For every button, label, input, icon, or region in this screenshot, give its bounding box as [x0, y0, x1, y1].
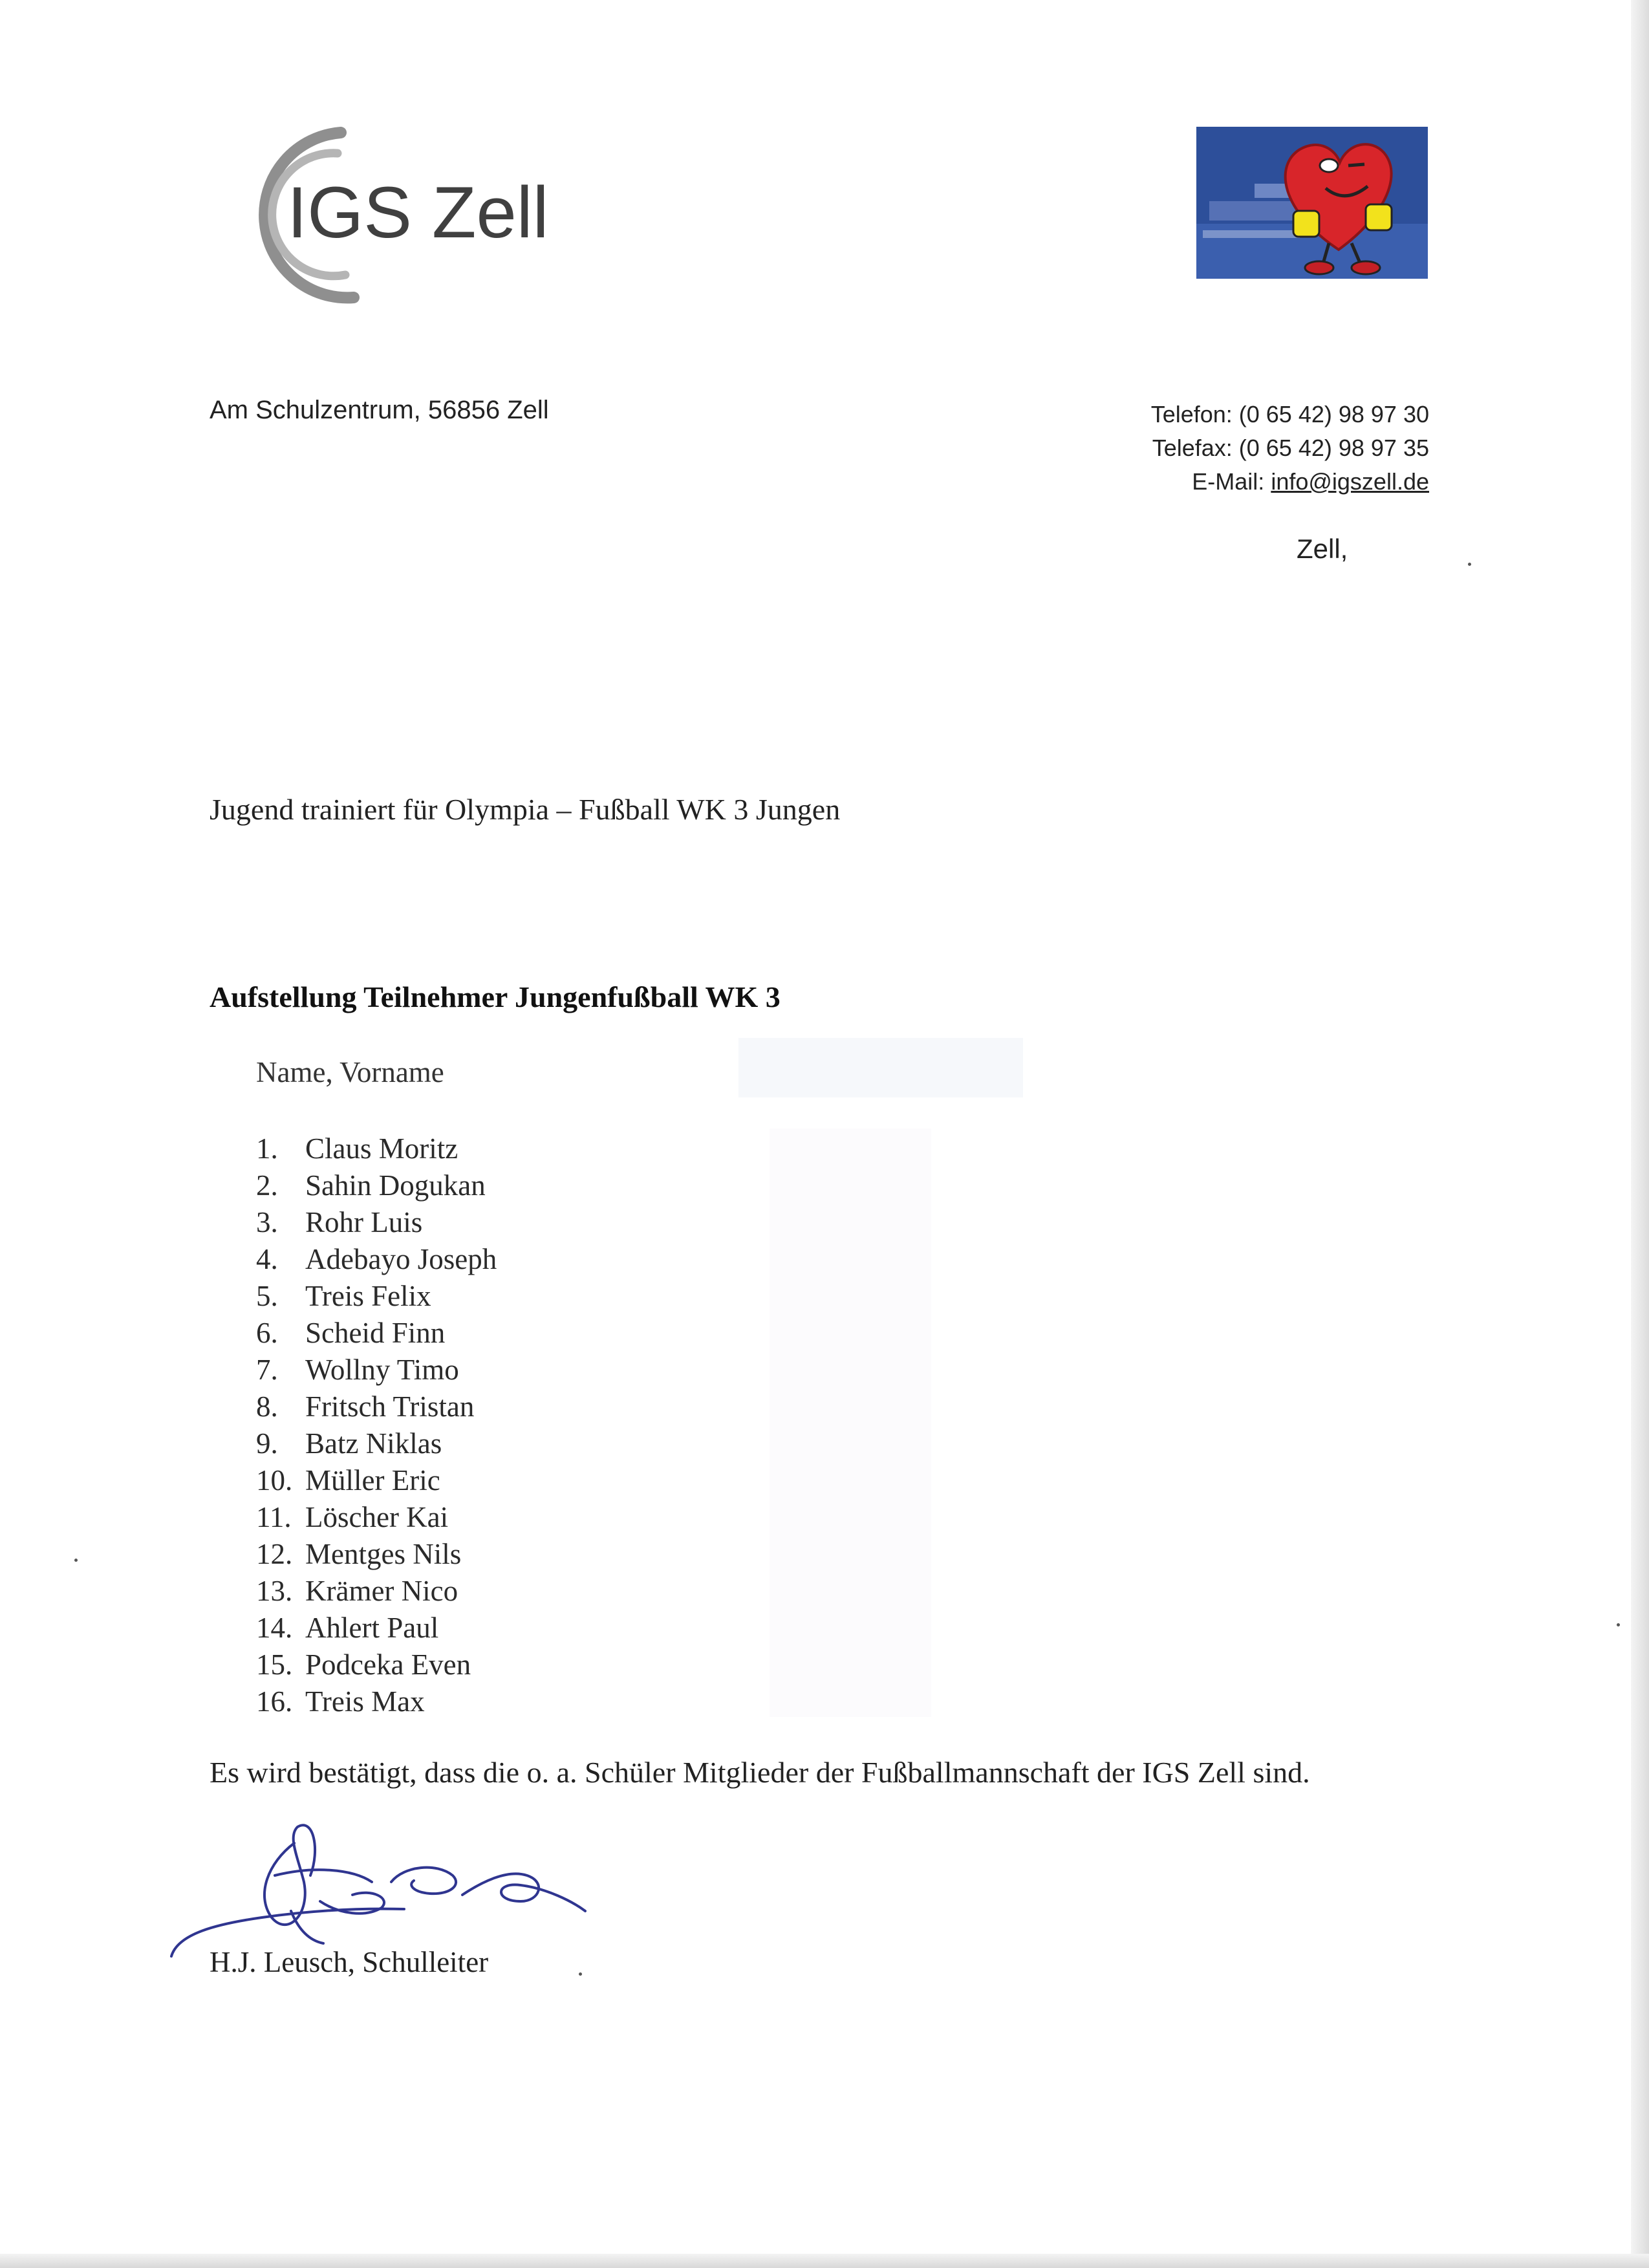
- list-item: [256, 1278, 497, 1315]
- participant-name: Ahlert Paul: [305, 1612, 439, 1644]
- participant-name: Wollny Timo: [305, 1354, 459, 1386]
- list-item: [256, 1130, 497, 1167]
- school-logo: [208, 113, 549, 314]
- mascot-heart-image: [1196, 127, 1428, 279]
- item-number: 15.: [256, 1648, 293, 1681]
- email-label: E-Mail:: [1192, 468, 1265, 495]
- participant-name: Löscher Kai: [305, 1501, 449, 1533]
- date-line: Zell,: [1297, 534, 1348, 564]
- scan-speck: [1468, 563, 1471, 566]
- item-number: 7.: [256, 1354, 278, 1386]
- phone-number: Telefon: (0 65 42) 98 97 30: [1150, 401, 1429, 427]
- participant-name: Adebayo Joseph: [305, 1243, 497, 1275]
- participant-name: Sahin Dogukan: [305, 1169, 486, 1202]
- list-item: [256, 1204, 497, 1241]
- item-number: 5.: [256, 1280, 278, 1312]
- list-item: [256, 1536, 497, 1573]
- list-item: [256, 1683, 497, 1720]
- scan-speck: [1617, 1623, 1620, 1626]
- email-row: [1035, 465, 1429, 499]
- list-item: [256, 1315, 497, 1352]
- item-number: 8.: [256, 1390, 278, 1423]
- list-item: [256, 1499, 497, 1536]
- list-item: [256, 1573, 497, 1610]
- participant-name: Rohr Luis: [305, 1206, 423, 1238]
- scan-speck: [74, 1559, 78, 1562]
- list-item: [256, 1647, 497, 1683]
- participant-name: Treis Felix: [305, 1280, 431, 1312]
- list-item: [256, 1462, 497, 1499]
- list-item: [256, 1388, 497, 1425]
- section-heading: Aufstellung Teilnehmer Jungenfußball WK 3: [210, 980, 781, 1013]
- redaction-patch: [738, 1038, 1023, 1097]
- school-address: Am Schulzentrum, 56856 Zell: [210, 396, 549, 424]
- letter-subject: Jugend trainiert für Olympia – Fußball WK 3 Jungen: [210, 793, 841, 826]
- page-edge-right: [1631, 0, 1649, 2268]
- item-number: 12.: [256, 1538, 293, 1570]
- redaction-patch: [770, 1129, 931, 1717]
- participant-name: Batz Niklas: [305, 1427, 442, 1460]
- scan-speck: [579, 1972, 582, 1976]
- item-number: 4.: [256, 1243, 278, 1275]
- list-item: [256, 1352, 497, 1388]
- item-number: 1.: [256, 1132, 278, 1165]
- list-item: [256, 1425, 497, 1462]
- email-link[interactable]: info@igszell.de: [1271, 468, 1429, 495]
- participant-name: Scheid Finn: [305, 1317, 446, 1349]
- participant-name: Claus Moritz: [305, 1132, 458, 1165]
- item-number: 2.: [256, 1169, 278, 1202]
- participant-name: Krämer Nico: [305, 1575, 458, 1607]
- logo-wordmark: IGS Zell: [287, 172, 549, 253]
- item-number: 11.: [256, 1501, 292, 1533]
- handwritten-signature: [158, 1804, 598, 1966]
- item-number: 14.: [256, 1612, 293, 1644]
- item-number: 10.: [256, 1464, 293, 1496]
- signer-name: H.J. Leusch, Schulleiter: [210, 1946, 489, 1978]
- list-item: [256, 1167, 497, 1204]
- item-number: 6.: [256, 1317, 278, 1349]
- item-number: 16.: [256, 1685, 293, 1718]
- fax-number: Telefax: (0 65 42) 98 97 35: [1152, 435, 1429, 461]
- list-column-header: Name, Vorname: [256, 1056, 444, 1088]
- list-item: [256, 1241, 497, 1278]
- item-number: 3.: [256, 1206, 278, 1238]
- contact-block: [1035, 398, 1429, 499]
- participant-name: Müller Eric: [305, 1464, 440, 1496]
- participant-name: Fritsch Tristan: [305, 1390, 475, 1423]
- confirmation-statement: Es wird bestätigt, dass die o. a. Schüler Mitglieder der Fußballmannschaft der IGS Zell sind.: [210, 1756, 1310, 1789]
- item-number: 13.: [256, 1575, 293, 1607]
- participant-list: [256, 1130, 497, 1720]
- item-number: 9.: [256, 1427, 278, 1460]
- participant-name: Treis Max: [305, 1685, 425, 1718]
- list-item: [256, 1610, 497, 1647]
- page-edge-bottom: [0, 2254, 1649, 2268]
- participant-name: Podceka Even: [305, 1648, 471, 1681]
- participant-name: Mentges Nils: [305, 1538, 462, 1570]
